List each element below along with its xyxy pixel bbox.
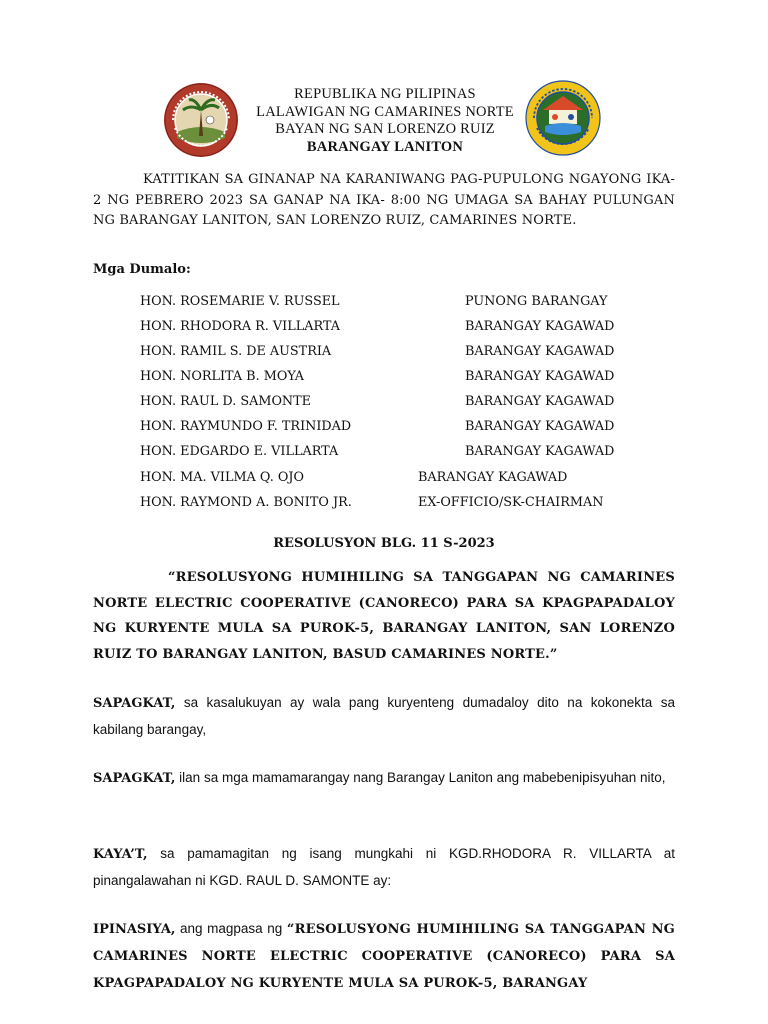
paragraph-lead: SAPAGKAT, [93,696,176,711]
attendee-name: HON. RHODORA R. VILLARTA [140,319,340,334]
resolution-quote: “RESOLUSYONG HUMIHILING SA TANGGAPAN NG CAMARINES NORTE ELECTRIC COOPERATIVE (CANORECO) PARA SA KPAGPAPADALOY NG KURYENTE MULA SA PUROK-5, BARANGAY LANITON, SAN LORENZO RUIZ TO BARANGAY LANITON, BASUD CAMARINES NORTE.” [93,570,675,662]
attendee-position: BARANGAY KAGAWAD [465,394,615,409]
resolved-paragraph [93,916,675,997]
attendee-name: HON. RAYMUNDO F. TRINIDAD [140,419,352,434]
barangay-laniton-seal-icon [163,82,239,158]
paragraph-lead: IPINASIYA, [93,922,176,937]
attendee-name: HON. EDGARDO E. VILLARTA [140,444,339,459]
attendee-name: HON. RAYMOND A. BONITO JR. [140,495,352,510]
header-republic: REPUBLIKA NG PILIPINAS [294,86,476,102]
attendees-label: Mga Dumalo: [93,262,191,277]
resolution-title: RESOLUSYON BLG. 11 S-2023 [273,536,495,551]
attendee-position: BARANGAY KAGAWAD [465,344,615,359]
paragraph-lead: KAYA’T, [93,847,148,862]
attendee-name: HON. NORLITA B. MOYA [140,369,305,384]
whereas-paragraph-2 [93,765,675,792]
attendee-name: HON. MA. VILMA Q. OJO [140,470,304,485]
header-municipality: BAYAN NG SAN LORENZO RUIZ [275,121,495,137]
therefore-paragraph [93,841,675,894]
attendee-position: BARANGAY KAGAWAD [465,444,615,459]
attendee-name: HON. ROSEMARIE V. RUSSEL [140,294,340,309]
paragraph-text: sa kasalukuyan ay wala pang kuryenteng dumadaloy dito na kokonekta sa kabilang barangay, [93,695,675,737]
paragraph-quote: “RESOLUSYONG HUMIHILING SA TANGGAPAN NG CAMARINES NORTE ELECTRIC COOPERATIVE (CANORECO) PARA SA KPAGPAPADALOY NG KURYENTE MULA SA PUROK-5, BARANGAY [93,922,675,991]
paragraph-text: sa pamamagitan ng isang mungkahi ni KGD.RHODORA R. VILLARTA at pinangalawahan ni KGD. RAUL D. SAMONTE ay: [93,846,675,888]
attendee-position: PUNONG BARANGAY [465,294,608,309]
whereas-paragraph-1 [93,690,675,743]
attendee-position: BARANGAY KAGAWAD [418,470,568,485]
attendee-position: BARANGAY KAGAWAD [465,419,615,434]
header-province: LALAWIGAN NG CAMARINES NORTE [256,103,514,120]
paragraph-text: ang magpasa ng [175,921,287,936]
header-barangay: BARANGAY LANITON [306,138,464,155]
attendee-position: EX-OFFICIO/SK-CHAIRMAN [418,495,604,510]
paragraph-lead: SAPAGKAT, [93,771,176,786]
paragraph-text: ilan sa mga mamamarangay nang Barangay Laniton ang mabebenipisyuhan nito, [175,770,666,785]
attendee-name: HON. RAUL D. SAMONTE [140,394,312,409]
attendee-position: BARANGAY KAGAWAD [465,319,615,334]
attendee-name: HON. RAMIL S. DE AUSTRIA [140,344,332,359]
document-header [230,86,540,156]
attendee-position: BARANGAY KAGAWAD [465,369,615,384]
minutes-intro: KATITIKAN SA GINANAP NA KARANIWANG PAG-PUPULONG NGAYONG IKA-2 NG PEBRERO 2023 SA GANAP NA IKA- 8:00 NG UMAGA SA BAHAY PULUNGAN NG BARANGAY LANITON, SAN LORENZO RUIZ, CAMARINES NORTE. [93,172,675,228]
